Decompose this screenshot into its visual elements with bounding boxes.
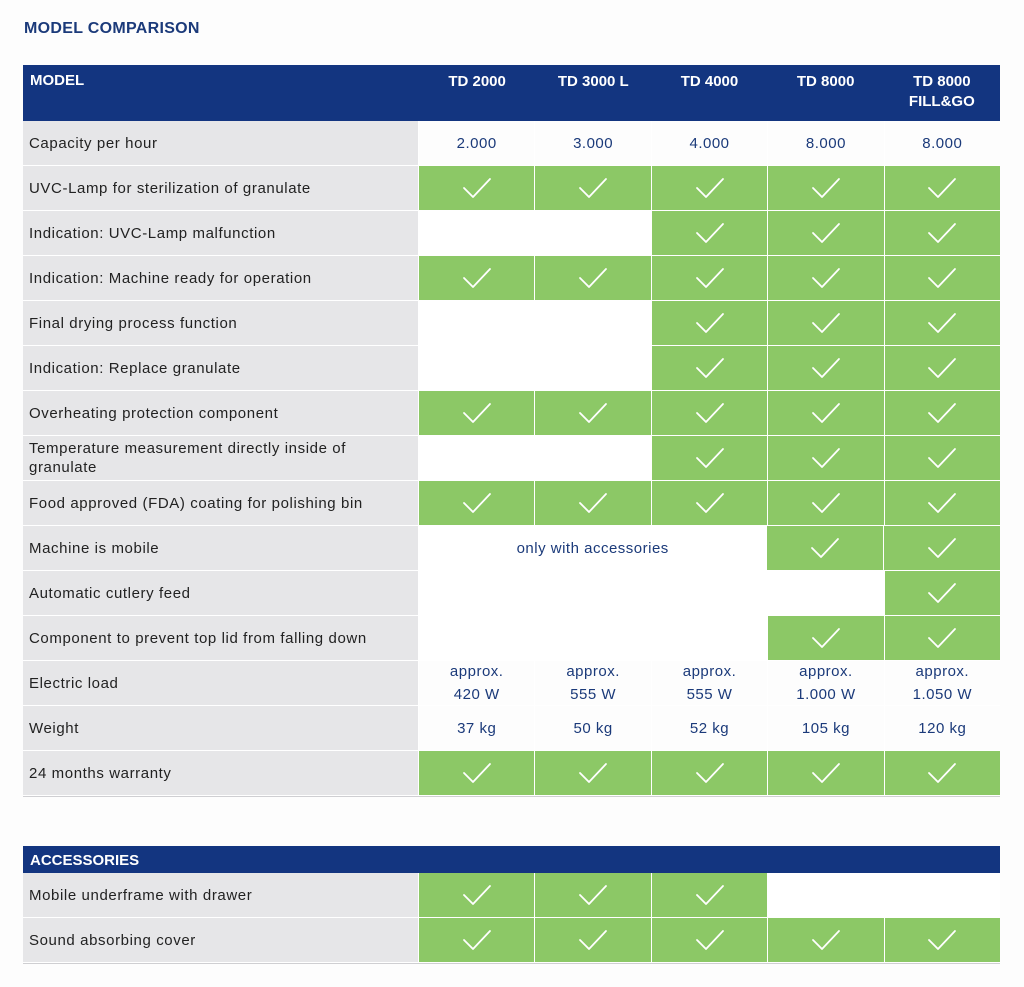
cell-td8000-fillgo xyxy=(884,873,1000,917)
cell-td2000 xyxy=(419,436,534,480)
cell-td3000l xyxy=(534,616,650,660)
checkmark-icon xyxy=(811,445,841,471)
cell-td3000l: 3.000 xyxy=(534,121,650,165)
cell-td2000 xyxy=(419,391,534,435)
cell-td2000 xyxy=(419,616,534,660)
cell-td2000 xyxy=(419,918,534,962)
table-row xyxy=(23,751,1000,796)
cell-td8000 xyxy=(767,918,883,962)
table-row xyxy=(23,121,1000,166)
header-model-td4000: TD 4000 xyxy=(680,73,739,90)
checkmark-icon xyxy=(811,310,841,336)
row-label: Machine is mobile xyxy=(23,526,419,570)
checkmark-icon xyxy=(695,220,725,246)
checkmark-icon xyxy=(811,175,841,201)
row-cells xyxy=(419,661,1000,705)
checkmark-icon xyxy=(695,400,725,426)
cell-td3000l xyxy=(534,166,650,210)
checkmark-icon xyxy=(578,265,608,291)
cell-td3000l: 50 kg xyxy=(534,706,650,750)
cell-td3000l xyxy=(534,301,650,345)
checkmark-icon xyxy=(811,220,841,246)
row-label: Sound absorbing cover xyxy=(23,918,419,962)
cell-td8000-fillgo xyxy=(884,481,1000,525)
checkmark-icon xyxy=(695,445,725,471)
table-header xyxy=(23,65,1000,121)
cell-td8000: 105 kg xyxy=(767,706,883,750)
row-cells xyxy=(419,211,1000,255)
cell-td4000 xyxy=(651,873,767,917)
row-label: Indication: UVC-Lamp malfunction xyxy=(23,211,419,255)
row-cells xyxy=(419,616,1000,660)
row-label: Capacity per hour xyxy=(23,121,419,165)
table-row xyxy=(23,706,1000,751)
cell-td8000 xyxy=(767,481,883,525)
row-cells xyxy=(419,571,1000,615)
row-label: Electric load xyxy=(23,661,419,705)
cell-td4000 xyxy=(651,301,767,345)
table-row xyxy=(23,661,1000,706)
cell-td8000-fillgo xyxy=(884,256,1000,300)
row-label: Mobile underframe with drawer xyxy=(23,873,419,917)
cell-td3000l xyxy=(534,211,650,255)
cell-td3000l xyxy=(534,751,650,795)
cell-td2000: 2.000 xyxy=(419,121,534,165)
cell-td8000-fillgo xyxy=(884,918,1000,962)
cell-td2000: 37 kg xyxy=(419,706,534,750)
cell-td2000 xyxy=(419,166,534,210)
cell-td2000 xyxy=(419,346,534,390)
cell-td2000 xyxy=(419,481,534,525)
cell-td8000-fillgo xyxy=(884,346,1000,390)
checkmark-icon xyxy=(462,265,492,291)
table-row xyxy=(23,391,1000,436)
checkmark-icon xyxy=(927,760,957,786)
cell-td8000: 8.000 xyxy=(767,121,883,165)
row-cells xyxy=(419,526,1000,570)
cell-td3000l xyxy=(534,256,650,300)
checkmark-icon xyxy=(462,882,492,908)
cell-td4000 xyxy=(651,346,767,390)
checkmark-icon xyxy=(927,310,957,336)
accessories-title: ACCESSORIES xyxy=(30,852,140,869)
cell-td8000 xyxy=(767,301,883,345)
cell-td8000-fillgo: 8.000 xyxy=(884,121,1000,165)
cell-td3000l xyxy=(534,346,650,390)
row-cells xyxy=(419,121,1000,165)
row-cells xyxy=(419,481,1000,525)
cell-td8000 xyxy=(767,256,883,300)
header-model-td8000: TD 8000 xyxy=(796,73,855,90)
row-cells xyxy=(419,706,1000,750)
row-cells xyxy=(419,873,1000,917)
row-label: Temperature measurement directly inside of granulate xyxy=(23,436,419,480)
checkmark-icon xyxy=(811,625,841,651)
checkmark-icon xyxy=(811,355,841,381)
checkmark-icon xyxy=(695,175,725,201)
cell-td8000 xyxy=(767,571,883,615)
checkmark-icon xyxy=(927,445,957,471)
checkmark-icon xyxy=(811,490,841,516)
checkmark-icon xyxy=(695,265,725,291)
row-cells xyxy=(419,751,1000,795)
checkmark-icon xyxy=(811,265,841,291)
checkmark-icon xyxy=(462,760,492,786)
accessories-header xyxy=(23,846,1000,873)
row-cells xyxy=(419,346,1000,390)
cell-td2000 xyxy=(419,211,534,255)
table-row xyxy=(23,211,1000,256)
cell-td8000 xyxy=(767,751,883,795)
cell-td8000-fillgo xyxy=(884,436,1000,480)
row-label: Indication: Machine ready for operation xyxy=(23,256,419,300)
cell-td2000: approx. 420 W xyxy=(419,661,534,705)
cell-td8000-fillgo xyxy=(884,211,1000,255)
table-row xyxy=(23,346,1000,391)
cell-td4000 xyxy=(651,166,767,210)
model-comparison-table xyxy=(23,65,1000,797)
cell-td3000l xyxy=(534,391,650,435)
cell-td4000 xyxy=(651,256,767,300)
checkmark-icon xyxy=(927,220,957,246)
checkmark-icon xyxy=(927,175,957,201)
row-label: 24 months warranty xyxy=(23,751,419,795)
row-cells xyxy=(419,166,1000,210)
cell-td4000: 4.000 xyxy=(651,121,767,165)
checkmark-icon xyxy=(578,400,608,426)
table-row xyxy=(23,166,1000,211)
cell-td2000 xyxy=(419,256,534,300)
checkmark-icon xyxy=(578,882,608,908)
header-model-td2000: TD 2000 xyxy=(448,73,506,90)
cell-td3000l xyxy=(534,873,650,917)
checkmark-icon xyxy=(695,490,725,516)
cell-td4000 xyxy=(651,616,767,660)
checkmark-icon xyxy=(462,175,492,201)
row-label: Weight xyxy=(23,706,419,750)
cell-td4000 xyxy=(651,751,767,795)
header-model-td8000-fillgo: TD 8000 FILL&GO xyxy=(908,73,975,110)
checkmark-icon xyxy=(927,535,957,561)
checkmark-icon xyxy=(927,355,957,381)
cell-td3000l xyxy=(534,481,650,525)
table-row xyxy=(23,436,1000,481)
table-divider xyxy=(23,963,1000,964)
checkmark-icon xyxy=(810,535,840,561)
table-row xyxy=(23,301,1000,346)
cell-td3000l xyxy=(534,436,650,480)
accessories-body xyxy=(23,873,1000,963)
cell-td3000l: approx. 555 W xyxy=(534,661,650,705)
cell-td8000 xyxy=(766,526,883,570)
table-row xyxy=(23,918,1000,963)
checkmark-icon xyxy=(462,400,492,426)
row-cells xyxy=(419,918,1000,962)
table-row xyxy=(23,526,1000,571)
table-row xyxy=(23,571,1000,616)
checkmark-icon xyxy=(927,625,957,651)
row-label: Component to prevent top lid from falling down xyxy=(23,616,419,660)
cell-td8000-fillgo xyxy=(884,616,1000,660)
cell-td4000: approx. 555 W xyxy=(651,661,767,705)
checkmark-icon xyxy=(695,927,725,953)
cell-td8000 xyxy=(767,873,883,917)
cell-td8000: approx. 1.000 W xyxy=(767,661,883,705)
checkmark-icon xyxy=(927,400,957,426)
table-row xyxy=(23,616,1000,661)
cell-td8000 xyxy=(767,166,883,210)
row-label: Indication: Replace granulate xyxy=(23,346,419,390)
row-cells xyxy=(419,256,1000,300)
accessories-table xyxy=(23,846,1000,964)
cell-td8000 xyxy=(767,616,883,660)
cell-td8000 xyxy=(767,211,883,255)
row-cells xyxy=(419,436,1000,480)
cell-td8000 xyxy=(767,436,883,480)
cell-td8000-fillgo xyxy=(884,391,1000,435)
cell-td3000l xyxy=(534,571,650,615)
cell-td3000l xyxy=(534,918,650,962)
cell-td4000 xyxy=(651,481,767,525)
checkmark-icon xyxy=(695,882,725,908)
cell-td8000-fillgo xyxy=(884,301,1000,345)
header-model-td3000l: TD 3000 L xyxy=(557,73,629,90)
checkmark-icon xyxy=(811,760,841,786)
cell-td4000 xyxy=(651,211,767,255)
checkmark-icon xyxy=(462,927,492,953)
spanned-note-cell: only with accessories xyxy=(419,526,766,570)
cell-td8000 xyxy=(767,346,883,390)
checkmark-icon xyxy=(578,175,608,201)
checkmark-icon xyxy=(578,927,608,953)
table-row xyxy=(23,481,1000,526)
checkmark-icon xyxy=(927,490,957,516)
header-model-label: MODEL xyxy=(30,72,85,89)
row-cells xyxy=(419,301,1000,345)
checkmark-icon xyxy=(811,927,841,953)
row-cells xyxy=(419,391,1000,435)
checkmark-icon xyxy=(462,490,492,516)
checkmark-icon xyxy=(695,310,725,336)
checkmark-icon xyxy=(811,400,841,426)
table-body xyxy=(23,121,1000,796)
cell-td8000-fillgo xyxy=(884,166,1000,210)
cell-td8000-fillgo xyxy=(884,571,1000,615)
row-label: Food approved (FDA) coating for polishing bin xyxy=(23,481,419,525)
row-label: Overheating protection component xyxy=(23,391,419,435)
table-row xyxy=(23,873,1000,918)
cell-td8000 xyxy=(767,391,883,435)
table-row xyxy=(23,256,1000,301)
row-label: Final drying process function xyxy=(23,301,419,345)
cell-td8000-fillgo: 120 kg xyxy=(884,706,1000,750)
checkmark-icon xyxy=(927,265,957,291)
cell-td8000-fillgo: approx. 1.050 W xyxy=(884,661,1000,705)
checkmark-icon xyxy=(578,490,608,516)
cell-td4000: 52 kg xyxy=(651,706,767,750)
cell-td8000-fillgo xyxy=(884,751,1000,795)
cell-td2000 xyxy=(419,751,534,795)
row-label: Automatic cutlery feed xyxy=(23,571,419,615)
row-label: UVC-Lamp for sterilization of granulate xyxy=(23,166,419,210)
cell-td4000 xyxy=(651,918,767,962)
cell-td2000 xyxy=(419,571,534,615)
table-divider xyxy=(23,796,1000,797)
checkmark-icon xyxy=(927,580,957,606)
checkmark-icon xyxy=(695,760,725,786)
cell-td2000 xyxy=(419,873,534,917)
checkmark-icon xyxy=(578,760,608,786)
cell-td4000 xyxy=(651,391,767,435)
checkmark-icon xyxy=(927,927,957,953)
cell-td4000 xyxy=(651,436,767,480)
page-title: MODEL COMPARISON xyxy=(24,20,200,37)
cell-td2000 xyxy=(419,301,534,345)
checkmark-icon xyxy=(695,355,725,381)
cell-td8000-fillgo xyxy=(883,526,1000,570)
cell-td4000 xyxy=(651,571,767,615)
